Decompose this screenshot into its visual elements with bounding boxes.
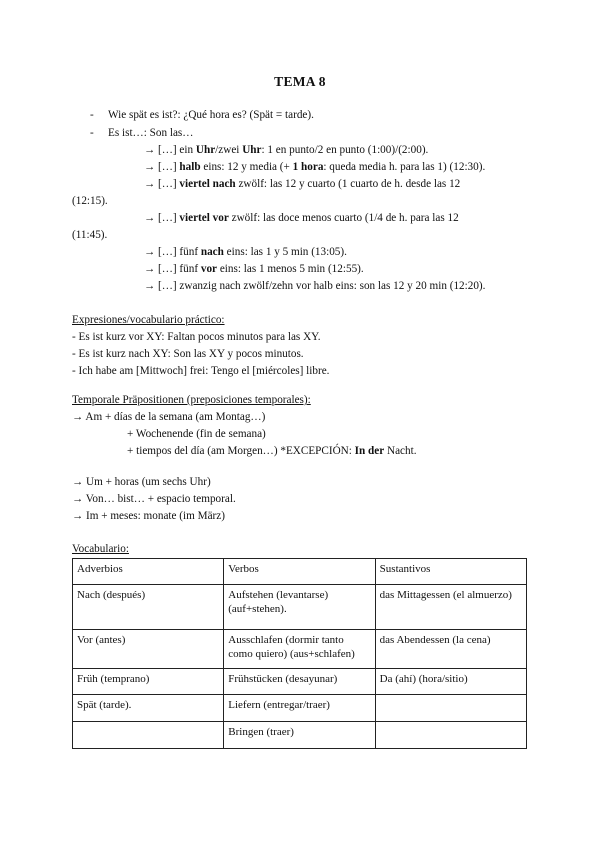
expression-line: - Es ist kurz vor XY: Faltan pocos minutos para las XY.: [72, 331, 321, 343]
table-row: [73, 669, 527, 695]
table-header-cell: Verbos: [224, 559, 375, 585]
table-cell: Aufstehen (levantarse) (auf+stehen).: [224, 585, 375, 630]
table-header-row: [73, 559, 527, 585]
table-cell: [375, 695, 526, 722]
table-cell: Früh (temprano): [73, 669, 224, 695]
expression-line: - Ich habe am [Mittwoch] frei: Tengo el [miércoles] libre.: [72, 365, 330, 377]
time-expression-wrap: (12:15).: [72, 195, 108, 207]
section-heading-vocabulario: Vocabulario:: [72, 543, 129, 555]
table-cell: Vor (antes): [73, 630, 224, 669]
table-row: [73, 695, 527, 722]
table-cell: Bringen (traer): [224, 722, 375, 749]
time-expression: → […] fünf nach eins: las 1 y 5 min (13:05).: [144, 246, 347, 258]
time-expression: → […] viertel vor zwölf: las doce menos cuarto (1/4 de h. para las 12: [144, 212, 459, 224]
table-cell: Nach (después): [73, 585, 224, 630]
table-cell: das Mittagessen (el almuerzo): [375, 585, 526, 630]
page-title: TEMA 8: [274, 74, 326, 89]
table-cell: [375, 722, 526, 749]
table-header-cell: Sustantivos: [375, 559, 526, 585]
time-expression: → […] ein Uhr/zwei Uhr: 1 en punto/2 en punto (1:00)/(2:00).: [144, 144, 429, 156]
intro-item-1: Wie spät es ist?: ¿Qué hora es? (Spät = tarde).: [108, 109, 314, 121]
temporal-rule: → Um + horas (um sechs Uhr): [72, 476, 211, 488]
bullet-dash: -: [90, 109, 94, 121]
table-cell: das Abendessen (la cena): [375, 630, 526, 669]
time-expression: → […] halb eins: 12 y media (+ 1 hora: queda media h. para las 1) (12:30).: [144, 161, 486, 173]
intro-item-2: Es ist…: Son las…: [108, 127, 194, 139]
table-cell: Spät (tarde).: [73, 695, 224, 722]
expression-line: - Es ist kurz nach XY: Son las XY y pocos minutos.: [72, 348, 304, 360]
table-cell: Frühstücken (desayunar): [224, 669, 375, 695]
table-header-cell: Adverbios: [73, 559, 224, 585]
time-expression: → […] zwanzig nach zwölf/zehn vor halb eins: son las 12 y 20 min (12:20).: [144, 280, 486, 292]
table-row: [73, 585, 527, 630]
time-expression-wrap: (11:45).: [72, 229, 108, 241]
section-heading-temporale: Temporale Präpositionen (preposiciones temporales):: [72, 394, 311, 406]
table-row: [73, 722, 527, 749]
table-cell: Liefern (entregar/traer): [224, 695, 375, 722]
temporal-rule: → Im + meses: monate (im März): [72, 510, 225, 522]
table-cell: [73, 722, 224, 749]
temporal-rule: + Wochenende (fin de semana): [127, 428, 266, 440]
table-cell: Ausschlafen (dormir tanto como quiero) (aus+schlafen): [224, 630, 375, 669]
section-heading-expresiones: Expresiones/vocabulario práctico:: [72, 314, 225, 326]
table-cell: Da (ahí) (hora/sitio): [375, 669, 526, 695]
temporal-rule: + tiempos del día (am Morgen…) *EXCEPCIÓN: In der Nacht.: [127, 445, 417, 457]
bullet-dash: -: [90, 127, 94, 139]
table-row: [73, 630, 527, 669]
temporal-rule: → Von… bist… + espacio temporal.: [72, 493, 236, 505]
time-expression: → […] viertel nach zwölf: las 12 y cuarto (1 cuarto de h. desde las 12: [144, 178, 461, 190]
vocabulary-table: [72, 558, 527, 749]
time-expression: → […] fünf vor eins: las 1 menos 5 min (12:55).: [144, 263, 364, 275]
temporal-rule: → Am + días de la semana (am Montag…): [72, 411, 266, 423]
